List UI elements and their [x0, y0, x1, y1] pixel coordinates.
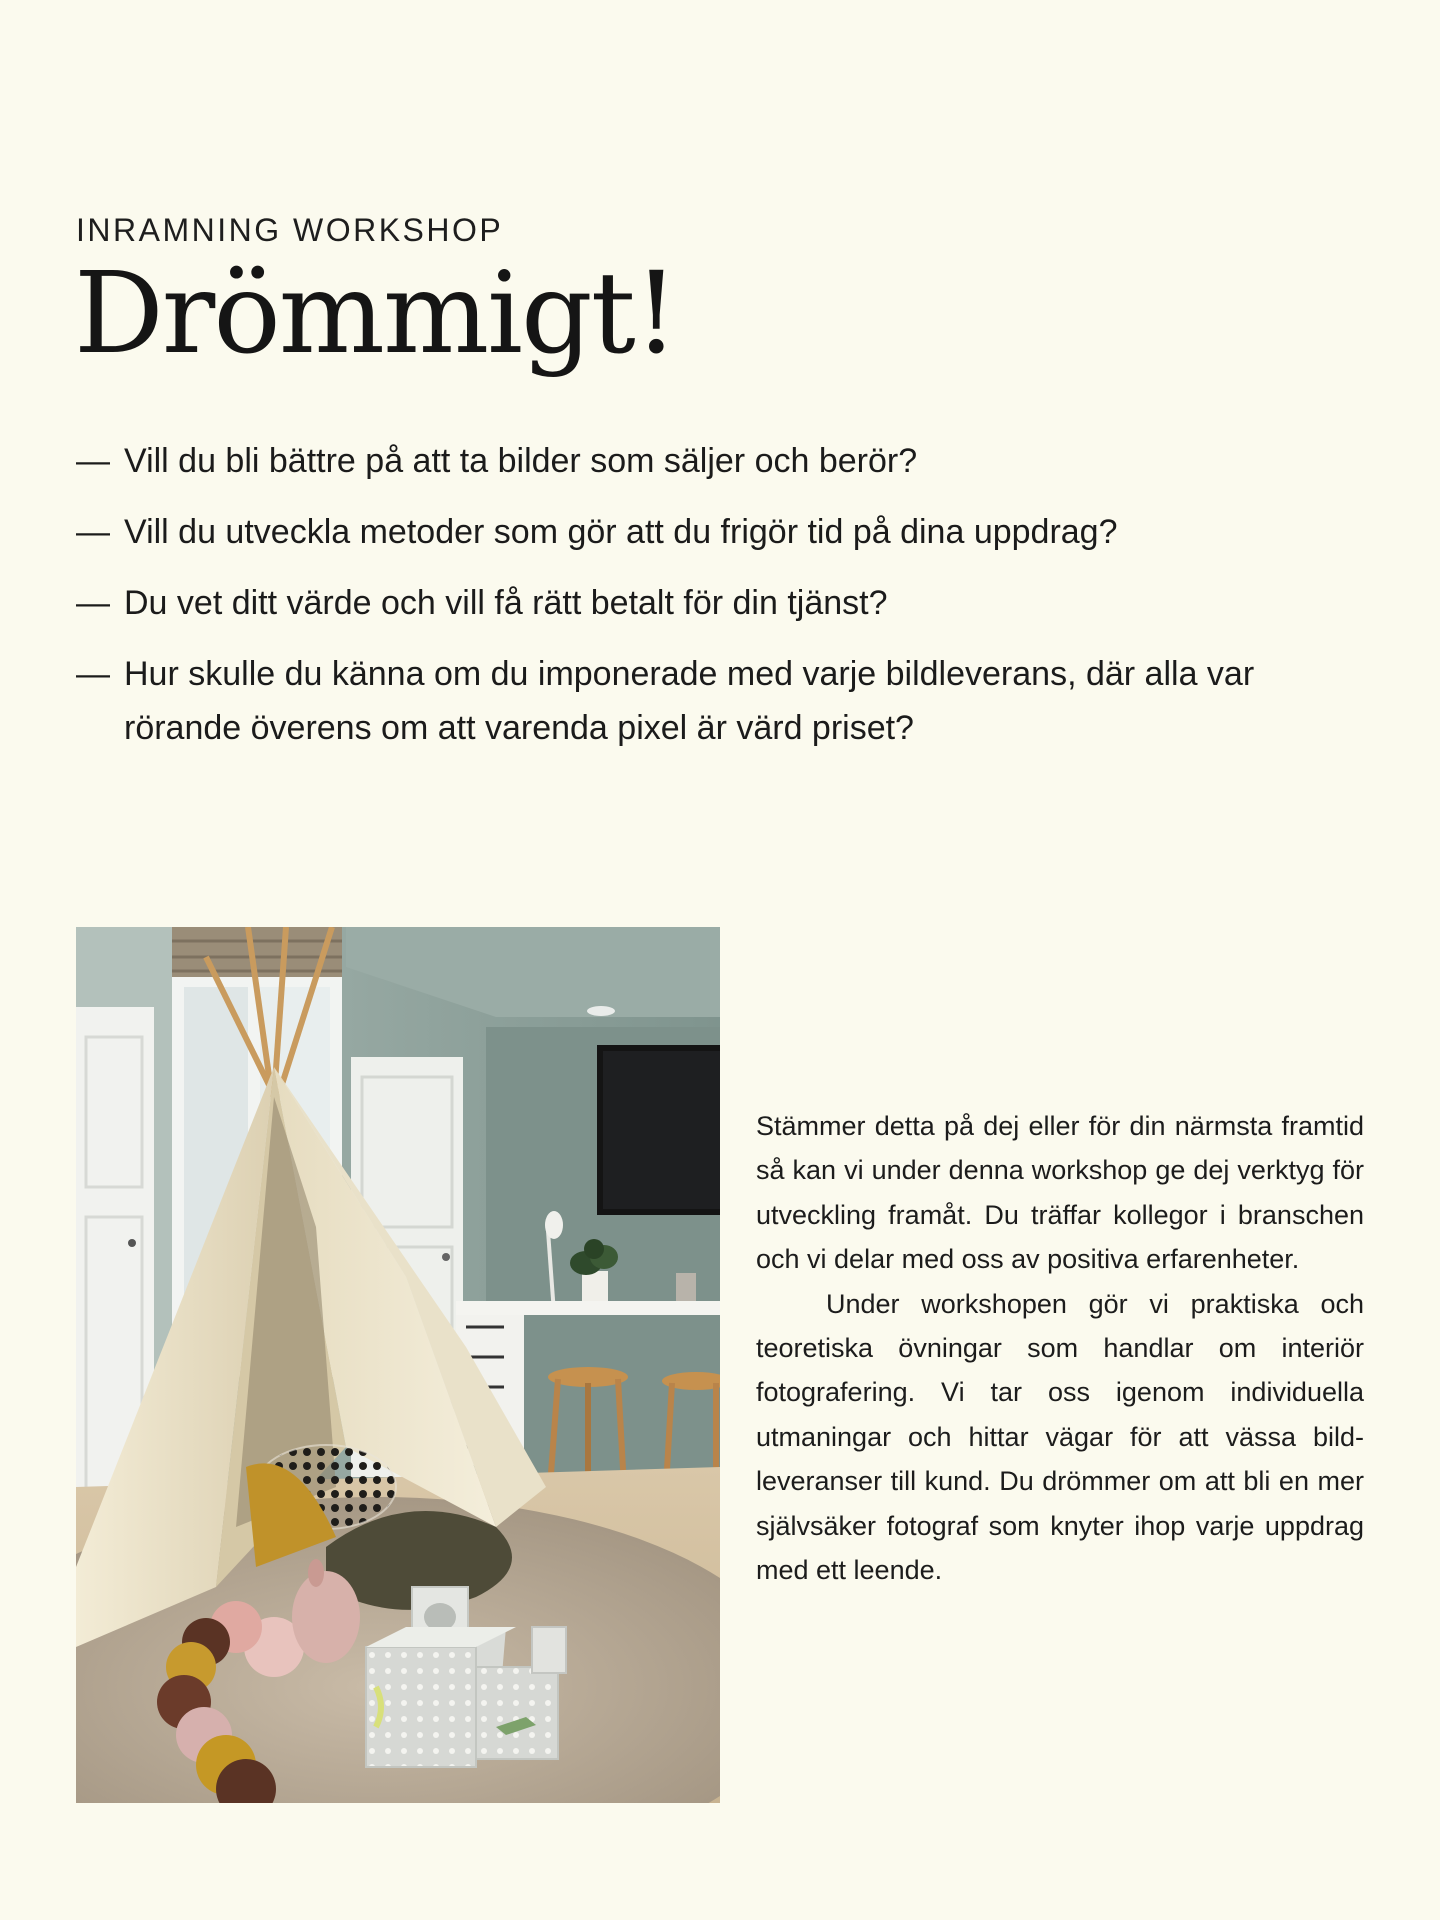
question-text: Vill du bli bättre på att ta bilder som säljer och berör? [124, 442, 918, 480]
question-item [76, 505, 1356, 559]
question-list [76, 434, 1356, 772]
dash-bullet: — [76, 442, 110, 480]
body-paragraph: Stämmer detta på dej eller för din närmsta framtid så kan vi under denna workshop ge dej verktyg för utveckling framåt. Du träffar kollegor i branschen och vi delar med oss av positiva erfarenheter. [756, 1111, 1364, 1275]
kids-room-photo [76, 927, 720, 1803]
question-text: Hur skulle du känna om du imponerade med varje bildleverans, där alla var rörande överens om att varenda pixel är värd priset? [124, 655, 1255, 747]
dash-bullet: — [76, 584, 110, 622]
question-item [76, 647, 1356, 755]
eyebrow: INRAMNING WORKSHOP [76, 212, 504, 248]
dash-bullet: — [76, 513, 110, 551]
question-item [76, 576, 1356, 630]
body-text [756, 1104, 1364, 1592]
question-text: Vill du utveckla metoder som gör att du frigör tid på dina uppdrag? [124, 513, 1118, 551]
body-paragraph: Under workshopen gör vi praktiska och teoretiska övningar som handlar om interiör fotografering. Vi tar oss igenom individuella utmaningar och hittar vägar för att vässa bildleveranser till kund. Du drömmer om att bli en mer självsäker fotograf som knyter ihop varje uppdrag med ett leende. [756, 1288, 1364, 1586]
question-text: Du vet ditt värde och vill få rätt betalt för din tjänst? [124, 584, 888, 622]
page-title: Drömmigt! [74, 249, 677, 379]
question-item [76, 434, 1356, 488]
dash-bullet: — [76, 655, 110, 693]
